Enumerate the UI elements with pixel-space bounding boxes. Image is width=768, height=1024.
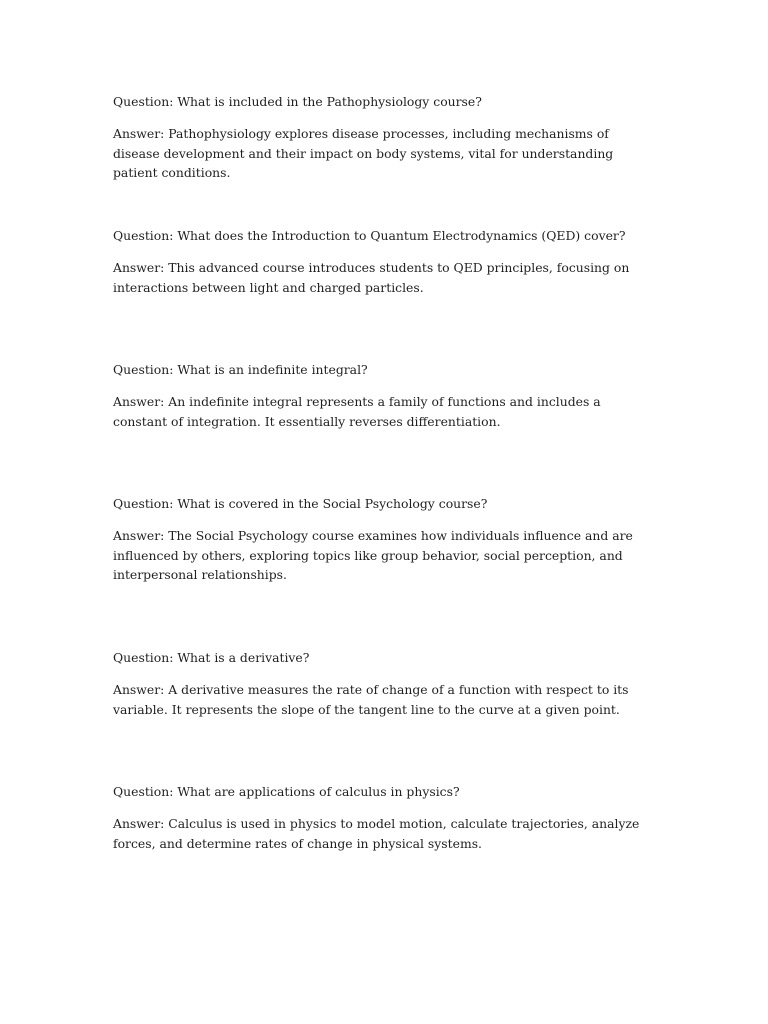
answer-text: Answer: A derivative measures the rate of change of a function with respect to its variable. It represents the slope of the tangent line to the curve at a given point. <box>113 682 629 717</box>
question-text: Question: What are applications of calculus in physics? <box>113 784 460 799</box>
question-text: Question: What is covered in the Social Psychology course? <box>113 496 488 511</box>
answer-text: Answer: This advanced course introduces students to QED principles, focusing on interactions between light and charged particles. <box>113 260 630 295</box>
qa-block-indefinite-integral <box>113 360 658 431</box>
qa-block-calculus-physics <box>113 782 658 853</box>
question-text: Question: What is an indefinite integral? <box>113 362 368 377</box>
answer-text: Answer: An indefinite integral represents a family of functions and includes a constant of integration. It essentially reverses differentiation. <box>113 394 601 429</box>
question-text: Question: What is included in the Pathophysiology course? <box>113 94 482 109</box>
answer-text: Answer: The Social Psychology course examines how individuals influence and are influenced by others, exploring topics like group behavior, social perception, and interpersonal relationships. <box>113 528 633 582</box>
qa-block-social-psychology <box>113 494 658 585</box>
question-text: Question: What does the Introduction to Quantum Electrodynamics (QED) cover? <box>113 228 626 243</box>
qa-block-pathophysiology <box>113 92 658 183</box>
qa-block-qed <box>113 226 658 297</box>
question-text: Question: What is a derivative? <box>113 650 310 665</box>
answer-text: Answer: Calculus is used in physics to model motion, calculate trajectories, analyze forces, and determine rates of change in physical systems. <box>113 816 640 851</box>
answer-text: Answer: Pathophysiology explores disease processes, including mechanisms of disease development and their impact on body systems, vital for understanding patient conditions. <box>113 126 614 180</box>
qa-block-derivative <box>113 648 658 719</box>
